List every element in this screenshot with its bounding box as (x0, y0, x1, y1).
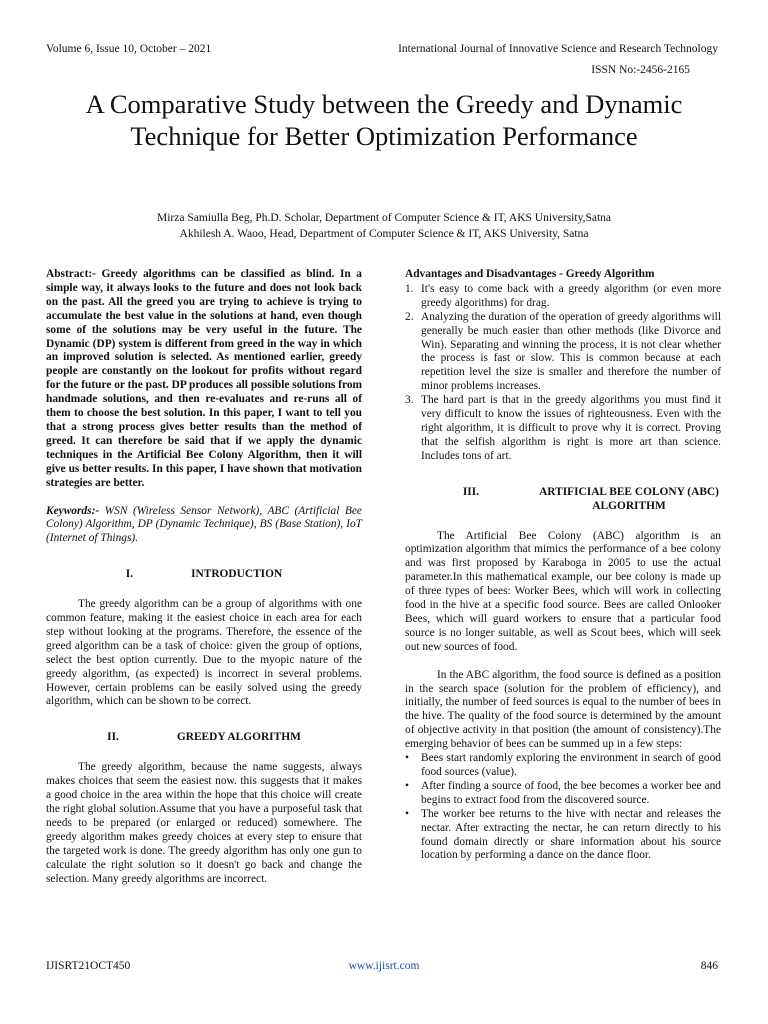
section-heading-introduction (46, 568, 362, 582)
section-title: GREEDY ALGORITHM (176, 731, 301, 744)
right-column (405, 268, 721, 863)
keywords (46, 505, 362, 547)
greedy-paragraph: The greedy algorithm, because the name suggests, always makes choices that seem the easiest now. this suggests that it makes a good choice in the area within the hope that this choice will create the right global solution.Assume that you have a purposeful task that needs to be prepared (or enlarged or reduced) somewhere. The greedy algorithm makes greedy choices at every step to ensure that the targeted work is done. The greedy algorithm has only one gun to calculate the right solution so it doesn't go back and change the selection. Many greedy algorithms are incorrect. (46, 761, 362, 885)
list-text: Analyzing the duration of the operation of greedy algorithms will generally be much easier than other methods (like Divorce and Win). Separating and winning the process, it is not clear whether the process is fast or slow. This is common because at each repetition level the size is smaller and therefore the number of minor problems increases. (421, 310, 721, 393)
section-number: II. (107, 731, 119, 744)
list-item (405, 780, 721, 808)
advantages-heading: Advantages and Disadvantages - Greedy Algorithm (405, 268, 655, 280)
keywords-text: WSN (Wireless Sensor Network), ABC (Artificial Bee Colony) Algorithm, DP (Dynamic Technique), BS (Base Station), IoT (Internet of Things). (46, 504, 362, 545)
author-1: Mirza Samiulla Beg, Ph.D. Scholar, Department of Computer Science & IT, AKS University,Satna (156, 212, 612, 224)
introduction-paragraph: The greedy algorithm can be a group of algorithms with one common feature, making it the easiest choice in each area for each step without looking at the programs. Therefore, the essence of the greed algorithm can be a task of choice: given the group of options, select the best option currently. Due to the myopic nature of the greedy algorithm, (as expected) is incorrect in several problems. However, certain problems can be easily solved using the greedy algorithm, which can be shown to be correct. (46, 598, 362, 708)
journal-name: International Journal of Innovative Science and Research Technology (398, 43, 718, 55)
bullet-icon: • (405, 807, 409, 820)
advantages-list (405, 283, 721, 464)
list-number: 2. (405, 310, 414, 323)
volume-info: Volume 6, Issue 10, October – 2021 (46, 43, 212, 55)
list-item (405, 311, 721, 394)
section-heading-abc (405, 486, 721, 514)
issn-number: ISSN No:-2456-2165 (591, 64, 690, 76)
keywords-label: Keywords:- (46, 504, 100, 517)
author-block (60, 210, 708, 242)
bullet-icon: • (405, 752, 409, 765)
left-column (46, 268, 362, 886)
list-text: It's easy to come back with a greedy algorithm (or even more greedy algorithms) for drag. (421, 282, 721, 309)
abc-paragraph-1: The Artificial Bee Colony (ABC) algorithm is an optimization algorithm that mimics the performance of a bee colony and was first proposed by Karaboga in 2005 to use the actual parameter.In this mathematical example, our bee colony is made up of three types of bees: Worker Bees, which will work in collecting food in the hive at a specific food source. Bees are called Onlooker Bees, which will guard workers to ensure that a particular food source is no longer suitable, as well as Scout bees, which will seek out new sources of food. (405, 529, 721, 653)
page-number: 846 (700, 960, 718, 972)
list-number: 1. (405, 282, 414, 295)
section-number: I. (125, 568, 134, 581)
section-number: III. (462, 485, 479, 498)
paper-title: A Comparative Study between the Greedy and Dynamic Technique for Better Optimization Performance (85, 89, 683, 151)
section-heading-greedy (46, 731, 362, 745)
list-text: Bees start randomly exploring the environment in search of good food sources (value). (421, 752, 721, 778)
bullet-icon: • (405, 779, 409, 792)
abc-paragraph-2: In the ABC algorithm, the food source is defined as a position in the search space (solution for the problem of efficiency), and initially, the number of feed sources is equal to the number of bees in the hive. The quality of the food source is determined by the amount of objective activity in that position (the amount of consistency).The emerging behavior of bees can be summed up in a few steps: (405, 668, 721, 751)
list-item (405, 808, 721, 864)
section-title: ARTIFICIAL BEE COLONY (ABC) ALGORITHM (539, 485, 719, 512)
journal-url-link[interactable]: www.ijisrt.com (348, 960, 420, 972)
list-text: The hard part is that in the greedy algorithms you must find it very difficult to know the issues of righteousness. Even with the right algorithm, it is difficult to prove why it is correct. Proving that the selfish algorithm is right is more art than science. Includes tons of art. (421, 394, 721, 462)
abstract: Abstract:- Greedy algorithms can be classified as blind. In a simple way, it always looks to the future and does not look back on the past. All the greed you are trying to achieve is trying to accumulate the best value in the solutions at hand, even though some of the solutions may be very useful in the future. The Dynamic (DP) system is different from greed in the way in which an improved solution is selected. As mentioned earlier, greedy people are constantly on the lookout for profits without regard for the future or the past. DP produces all possible solutions from handmade solutions, and then re-evaluates and re-runs all of them to choose the best solution. In this paper, I want to tell you that a strong process gives better results than the method of greed. It can therefore be said that if we apply the dynamic techniques in the Artificial Bee Colony Algorithm, then it will give us better results. In this paper, I have shown that motivation strategies are better. (46, 268, 363, 489)
list-text: The worker bee returns to the hive with nectar and releases the nectar. After extracting the nectar, he can return directly to his found domain directly or share information about his source location by performing a dance on the dance floor. (421, 807, 721, 862)
list-number: 3. (405, 394, 414, 407)
paper-code: IJISRT21OCT450 (46, 960, 131, 972)
section-title: INTRODUCTION (191, 568, 283, 581)
bee-steps-list (405, 752, 721, 863)
list-item (405, 752, 721, 780)
list-text: After finding a source of food, the bee becomes a worker bee and begins to extract food from the discovered source. (421, 779, 721, 806)
author-2: Akhilesh A. Waoo, Head, Department of Computer Science & IT, AKS University, Satna (179, 228, 589, 240)
list-item (405, 283, 721, 311)
list-item (405, 394, 721, 464)
